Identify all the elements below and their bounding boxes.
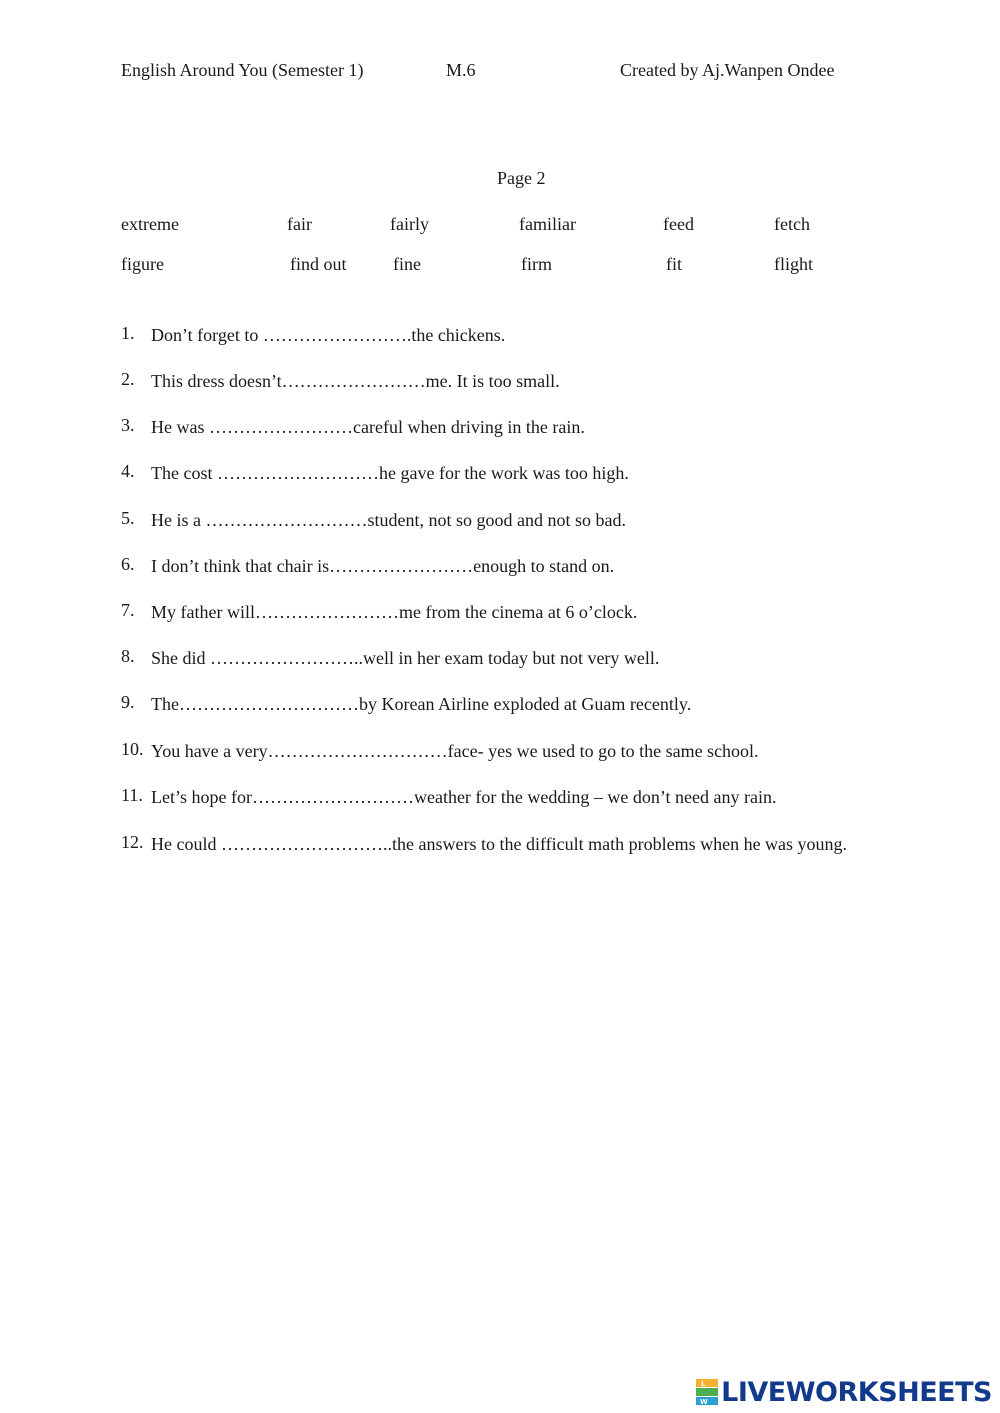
word-bank-item: feed [663, 214, 694, 234]
question-text: Let’s hope for………………………weather for the wedding – we don’t need any rain. [151, 787, 777, 807]
word-bank-item: figure [121, 254, 164, 274]
logo-text: LIVEWORKSHEETS [721, 1376, 992, 1408]
question-number: 5. [121, 508, 135, 528]
question-text: He could ………………………..the answers to the difficult math problems when he was young. [151, 834, 848, 854]
word-bank-item: find out [290, 254, 347, 274]
word-bank-item: familiar [519, 214, 576, 234]
class-level: M.6 [446, 60, 476, 80]
question-number: 9. [121, 692, 135, 712]
question-text: Don’t forget to …………………….the chickens. [151, 325, 506, 345]
question-number: 2. [121, 369, 135, 389]
question-text: He was ……………………careful when driving in the rain. [151, 417, 585, 437]
question-text: My father will……………………me from the cinema at 6 o’clock. [151, 602, 638, 622]
question-number: 4. [121, 461, 135, 481]
page-number: Page 2 [497, 168, 546, 188]
liveworksheets-mark-icon [695, 1378, 719, 1406]
question-text: The cost ………………………he gave for the work was too high. [151, 463, 629, 483]
question-number: 7. [121, 600, 135, 620]
word-bank-item: fetch [774, 214, 810, 234]
word-bank-item: fine [393, 254, 421, 274]
question-text: He is a ………………………student, not so good and not so bad. [151, 510, 626, 530]
word-bank-item: fit [666, 254, 682, 274]
question-text: This dress doesn’t……………………me. It is too small. [151, 371, 560, 391]
question-text: She did ……………………..well in her exam today but not very well. [151, 648, 660, 668]
word-bank-item: extreme [121, 214, 179, 234]
question-text: I don’t think that chair is……………………enough to stand on. [151, 556, 615, 576]
question-text: The…………………………by Korean Airline exploded at Guam recently. [151, 694, 692, 714]
question-number: 12. [121, 832, 144, 852]
logo-mark-letter: W [700, 1398, 708, 1406]
question-number: 1. [121, 323, 135, 343]
liveworksheets-logo [695, 1377, 992, 1407]
question-text: You have a very…………………………face- yes we used to go to the same school. [151, 741, 759, 761]
question-number: 10. [121, 739, 144, 759]
word-bank-item: fairly [390, 214, 429, 234]
author-credit: Created by Aj.Wanpen Ondee [620, 60, 835, 80]
question-number: 3. [121, 415, 135, 435]
course-title: English Around You (Semester 1) [121, 60, 364, 80]
word-bank-item: flight [774, 254, 813, 274]
word-bank-item: fair [287, 214, 312, 234]
question-number: 6. [121, 554, 135, 574]
logo-mark-letter: L [701, 1380, 706, 1388]
question-number: 8. [121, 646, 135, 666]
word-bank-item: firm [521, 254, 552, 274]
question-number: 11. [121, 785, 143, 805]
